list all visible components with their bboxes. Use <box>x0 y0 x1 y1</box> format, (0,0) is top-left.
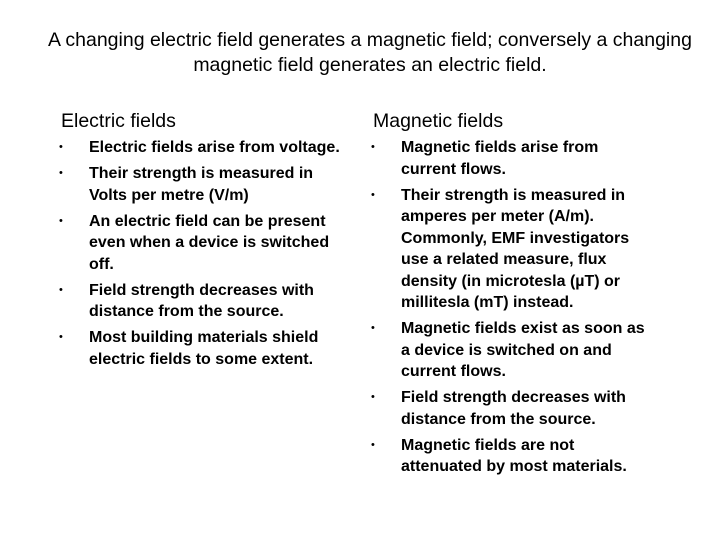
bullet-icon: • <box>371 391 375 403</box>
bullet-icon: • <box>371 322 375 334</box>
bullet-text: Field strength decreases with distance from the source. <box>89 281 314 320</box>
bullet-text: Their strength is measured in Volts per metre (V/m) <box>89 165 314 204</box>
electric-fields-heading: Electric fields <box>61 110 176 132</box>
bullet-text: Electric fields arise from voltage. <box>89 139 340 156</box>
list-item <box>61 163 349 206</box>
bullet-text: Magnetic fields exist as soon as a device is switched on and current flows. <box>401 320 645 380</box>
bullet-text: Magnetic fields arise from current flows. <box>401 139 599 178</box>
electric-fields-column <box>59 108 361 368</box>
list-item <box>373 137 657 180</box>
bullet-text: Field strength decreases with distance from the source. <box>401 389 626 428</box>
list-item <box>373 185 657 314</box>
list-item <box>373 318 657 383</box>
bullet-text: Their strength is measured in amperes per meter (A/m). Commonly, EMF investigators use a related measure, flux density (in microtesla (µT) or millitesla (mT) instead. <box>401 186 630 311</box>
bullet-text: Magnetic fields are not attenuated by most materials. <box>401 436 627 475</box>
list-item <box>61 280 349 323</box>
bullet-text: An electric field can be present even when a device is switched off. <box>89 212 330 273</box>
bullet-text: Most building materials shield electric fields to some extent. <box>89 329 319 368</box>
bullet-icon: • <box>371 438 375 451</box>
list-item <box>61 327 349 370</box>
bullet-icon: • <box>59 141 63 153</box>
bullet-icon: • <box>59 167 63 179</box>
magnetic-fields-list <box>373 137 657 482</box>
bullet-icon: • <box>371 141 375 153</box>
bullet-icon: • <box>59 283 63 296</box>
list-item <box>61 211 349 276</box>
slide-title: A changing electric field generates a magnetic field; conversely a changing magnetic field generates an electric field. <box>48 29 692 76</box>
electric-fields-list <box>61 137 349 375</box>
magnetic-fields-column <box>371 108 673 475</box>
list-item <box>61 137 349 159</box>
bullet-icon: • <box>59 331 63 343</box>
bullet-icon: • <box>59 214 63 227</box>
bullet-icon: • <box>371 188 375 201</box>
magnetic-fields-heading: Magnetic fields <box>373 110 504 132</box>
list-item <box>373 435 657 478</box>
list-item <box>373 387 657 430</box>
